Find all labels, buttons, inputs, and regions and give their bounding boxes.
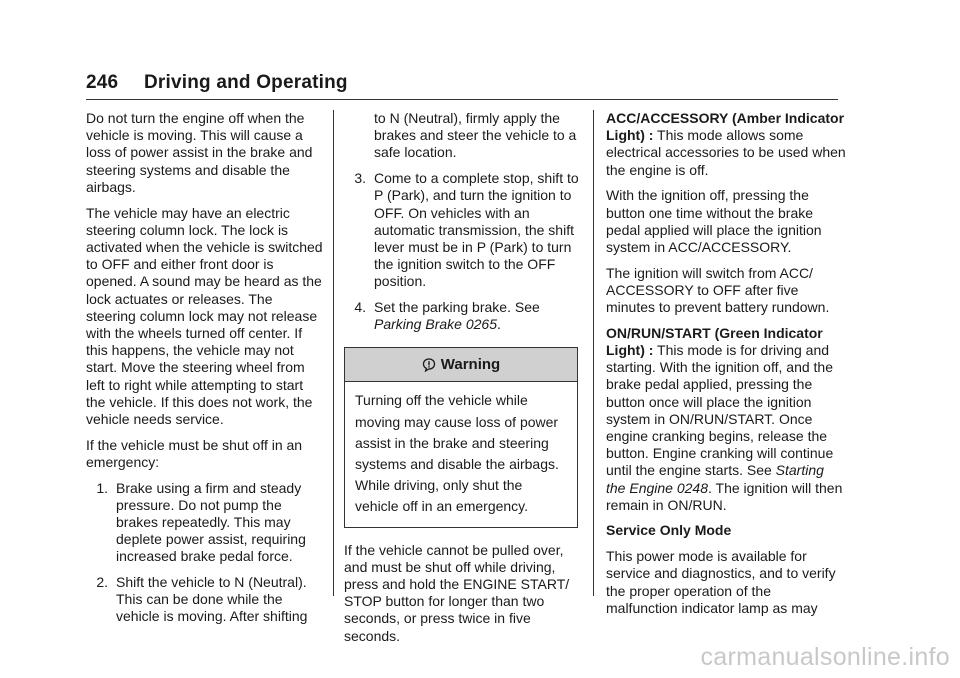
starting-engine-page[interactable]: 248 [684, 479, 708, 496]
paragraph-engine-off: Do not turn the engine off when the vehicle is moving. This will cause a loss of power assist in the brake and steering systems and disable the airbags. [86, 110, 313, 195]
step-number: 3. [354, 170, 366, 187]
starting-engine-link[interactable]: Starting the Engine [606, 462, 824, 496]
step-text: Set the parking brake. See Parking Brake 0265. [374, 299, 540, 333]
warning-icon [422, 358, 436, 372]
warning-title: Warning [440, 356, 501, 374]
paragraph-service-only: This power mode is available for service and diagnostics, and to verify the proper operation of the malfunction indicator lamp as may [606, 548, 836, 616]
step-4-text: Set the parking brake. See [374, 299, 540, 316]
step-1 [86, 480, 326, 566]
paragraph-acc [606, 110, 846, 179]
acc-heading: ACC/ACCESSORY (Amber Indicator Light) : [606, 110, 845, 144]
step-2-continuation: to N (Neutral), firmly apply the brakes and steer the vehicle to a safe location. [374, 110, 577, 161]
page-header [86, 72, 838, 100]
paragraph-on-run-start [606, 325, 846, 514]
step-number: 1. [96, 479, 108, 496]
on-run-start-heading: ON/RUN/START (Green Indicator Light) : [606, 324, 823, 358]
page-ref-icon: 0 [465, 316, 474, 333]
step-number: 2. [96, 574, 108, 591]
service-only-heading: Service Only Mode [606, 522, 732, 539]
paragraph-emergency-intro: If the vehicle must be shut off in an emergency: [86, 436, 303, 470]
step-number: 4. [354, 299, 366, 316]
warning-text: Turning off the vehicle while moving may cause loss of power assist in the brake and steering systems and disable the airbags. While driving, only shut the vehicle off in an emergency. [355, 392, 559, 515]
header-rule [86, 99, 838, 100]
parking-brake-page[interactable]: 265 [473, 316, 497, 333]
step-text: Shift the vehicle to N (Neutral). This can be done while the vehicle is moving. After shifting [116, 574, 308, 625]
paragraph-acc-press: With the ignition off, pressing the button one time without the brake pedal applied will place the ignition system in ACC/ACCESSORY. [606, 187, 822, 255]
warning-header [345, 348, 577, 382]
column-1 [86, 110, 326, 634]
warning-box [344, 347, 578, 527]
on-run-start-text: This mode is for driving and starting. With the ignition off, and the brake pedal applied, pressing the button once will place the ignition system in ON/RUN/START. Once engine cranking begins, release the button. Engine cranking will continue until the engine starts. See [606, 341, 834, 479]
on-run-start-tail: . The ignition will then remain in ON/RUN. [606, 479, 843, 513]
page-ref-icon: 0 [676, 479, 685, 496]
parking-brake-link[interactable]: Parking Brake [374, 316, 462, 333]
paragraph-shutoff-driving: If the vehicle cannot be pulled over, and must be shut off while driving, press and hold the ENGINE START/ STOP button for longer than two seconds, or press twice in five seconds. [344, 541, 570, 644]
acc-text: This mode allows some electrical accessories to be used when the engine is off. [606, 127, 846, 178]
column-2 [344, 110, 586, 653]
step-4 [344, 299, 586, 333]
step-text: Come to a complete stop, shift to P (Park), and turn the ignition to OFF. On vehicles with an automatic transmission, the shift lever must be in P (Park) to turn the ignition switch to the OFF position. [374, 170, 579, 290]
section-title: Driving and Operating [144, 72, 348, 93]
column-divider-2 [593, 110, 594, 596]
column-3 [606, 110, 846, 625]
column-divider-1 [333, 110, 334, 596]
step-2 [86, 574, 326, 626]
step-text: Brake using a firm and steady pressure. Do not pump the brakes repeatedly. This may deplete power assist, requiring increased brake pedal force. [116, 479, 306, 565]
paragraph-steering-lock: The vehicle may have an electric steering column lock. The lock is activated when the vehicle is switched to OFF and either front door is opened. A sound may be heard as the lock actuates or releases. The steering column lock may not release with the wheels turned off center. If this happens, the vehicle may not start. Move the steering wheel from left to right while attempting to start the vehicle. If this does not work, the vehicle needs service. [86, 204, 323, 427]
page-number: 246 [86, 72, 119, 93]
step-3 [344, 170, 586, 290]
paragraph-acc-timeout: The ignition will switch from ACC/ ACCESSORY to OFF after five minutes to prevent battery rundown. [606, 264, 830, 316]
watermark: carmanualsonline.info [700, 643, 950, 671]
